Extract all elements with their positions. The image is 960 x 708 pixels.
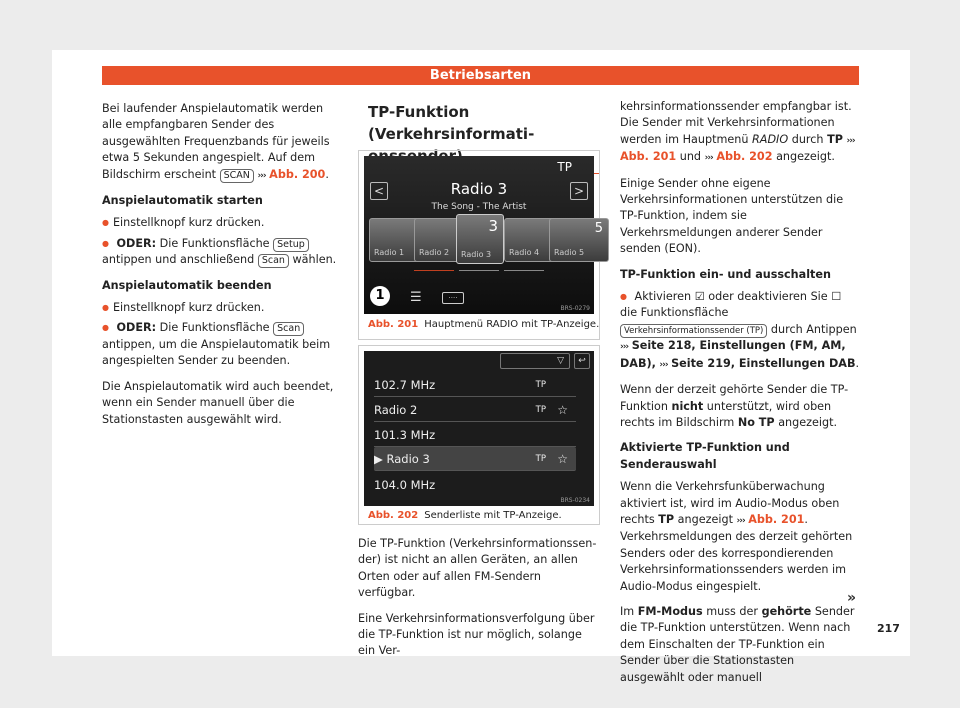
page-ref[interactable]: Seite 219, Einstellungen DAB — [671, 356, 856, 370]
tp-label: TP — [535, 454, 546, 464]
text: unterstützt, wird oben rechts im Bildschirm — [620, 399, 832, 429]
star-icon[interactable]: ☆ — [557, 403, 568, 417]
bullet-item — [102, 320, 337, 369]
figure-ref[interactable]: Abb. 202 — [716, 150, 773, 164]
bold-lead: ODER: — [116, 236, 157, 250]
text: Wenn die Verkehrsfunküberwachung aktiviert ist, wird im Audio-Modus oben rechts — [620, 480, 840, 526]
preset-label: Radio 2 — [419, 248, 450, 257]
text: antippen, um die Anspielautomatik beim angespielten Sender zu beenden. — [102, 337, 331, 368]
caption-text: Hauptmenü RADIO mit TP-Anzeige. — [424, 319, 600, 330]
text: Die Funktionsfläche — [159, 236, 270, 250]
caption-text: Senderliste mit TP-Anzeige. — [424, 510, 562, 521]
bullet-item — [102, 236, 337, 269]
italic-term: RADIO — [752, 132, 789, 146]
list-icon[interactable]: ☰ — [410, 290, 422, 305]
bold-lead: ODER: — [116, 321, 157, 335]
preset-number: 5 — [594, 221, 603, 236]
text: kehrsinformationssender empfangbar ist. Die Sender mit Verkehrsinformationen werden im Hauptmenü — [620, 100, 852, 146]
station-name: 101.3 MHz — [374, 428, 436, 442]
section-title: TP-Funktion (Verkehrsinformati — [368, 101, 600, 174]
preset-label: Radio 5 — [554, 248, 585, 257]
figure-202-caption — [368, 510, 562, 521]
paragraph — [620, 99, 860, 167]
ref-arrow: ››› — [736, 515, 745, 526]
paragraph — [620, 382, 860, 431]
figure-202-screen — [364, 351, 594, 506]
tile-underline — [459, 270, 499, 271]
bullet-item: ● Einstellknopf kurz drücken. — [102, 300, 337, 316]
subheading-start: Anspielautomatik starten — [102, 194, 263, 208]
subheading-end: Anspielautomatik beenden — [102, 278, 272, 292]
paragraph: Einige Sender ohne eigene Verkehrsinformationen unterstützen die TP-Funktion, indem sie Verkehrsmeldungen anderer Sender senden (EON). — [620, 176, 844, 256]
column-right — [620, 99, 860, 695]
preset-number: 3 — [488, 217, 498, 235]
subheading: Aktivierte TP-Funktion und Senderauswahl — [620, 441, 790, 471]
tp-symbol: TP — [658, 512, 675, 526]
text: antippen und anschließend — [102, 253, 255, 267]
text: Aktivieren — [634, 290, 692, 304]
preset-label: Radio 4 — [509, 248, 540, 257]
paragraph — [620, 604, 860, 686]
station-name: 104.0 MHz — [374, 478, 436, 492]
paragraph: Eine Verkehrsinformationsverfolgung über die TP-Funktion ist nur möglich, solange ein Ver- — [358, 611, 595, 658]
ref-arrow: ››› — [659, 359, 668, 370]
no-tp-symbol: No TP — [737, 415, 775, 429]
station-row[interactable] — [374, 473, 576, 497]
preset-tile[interactable] — [549, 218, 609, 262]
bold-word: nicht — [671, 399, 704, 413]
text: . Verkehrsmeldungen des derzeit gehörten Senders oder des korrespondierenden Verkehrsinformationssenders werden im Audio-Modus eingespielt. — [620, 512, 853, 593]
scan-softkey: Scan — [258, 254, 289, 268]
prev-station-button[interactable]: < — [370, 182, 388, 200]
ref-arrow: ››› — [257, 170, 266, 181]
figure-ref[interactable]: Abb. 201 — [748, 512, 805, 526]
station-row-active[interactable] — [374, 447, 576, 471]
subheading: TP-Funktion ein- und ausschalten — [620, 267, 831, 281]
paragraph: Bei laufender Anspielautomatik werden alle empfangbaren Sender des ausgewählten Frequenzbands für jeweils etwa 5 Sekunden angespielt. Auf dem Bildschirm erscheint SCAN ››› Abb. 200. — [102, 102, 330, 181]
next-station-button[interactable]: > — [570, 182, 588, 200]
station-name: ▶ Radio 3 — [374, 452, 430, 466]
station-row[interactable] — [374, 423, 576, 447]
setup-softkey: Setup — [273, 238, 309, 252]
section-header: Betriebsarten — [102, 66, 859, 85]
text: Die Funktionsfläche — [159, 321, 270, 335]
paragraph: Die TP-Funktion (Verkehrsinformationssender) ist nicht an allen Geräten, an allen Orten oder auf allen FM-Sendern verfügbar. — [358, 537, 597, 600]
callout-marker: 1 — [370, 286, 390, 306]
tp-label: TP — [535, 405, 546, 415]
station-name: Radio 3 — [450, 180, 508, 198]
continue-marker: » — [847, 590, 857, 606]
bullet-item: ● Aktivieren ☑ oder deaktivieren Sie ☐ die Funktionsfläche Verkehrsinformationssender (TP) durch Antippen ››› Seite 218, Einstellungen (FM, AM, DAB), ››› Seite 219, Einstellungen DAB. — [620, 289, 860, 373]
figure-201-screen — [364, 156, 603, 314]
figure-number: Abb. 202 — [368, 510, 419, 521]
image-code: BRS-0279 — [560, 305, 590, 312]
scan-softkey: SCAN — [220, 169, 254, 183]
page-ref[interactable]: Seite 218, Einstellungen (FM, AM, DAB), — [620, 339, 846, 370]
paragraph: Die Anspielautomatik wird auch beendet, wenn ein Sender manuell über die Stationstasten ausgewählt wird. — [102, 379, 334, 426]
bold-word: gehörte — [761, 604, 812, 618]
text: oder deaktivieren Sie — [708, 290, 828, 304]
song-info: The Song - The Artist — [431, 202, 527, 212]
tile-underline — [414, 270, 454, 271]
text: die Funktionsfläche — [620, 306, 729, 320]
paragraph — [620, 479, 860, 595]
page-number: 217 — [877, 622, 900, 635]
figure-number: Abb. 201 — [368, 319, 419, 330]
text: durch — [791, 132, 824, 146]
column-middle-text — [358, 536, 600, 669]
image-code: BRS-0234 — [560, 497, 590, 504]
text: Sender die TP-Funktion unterstützen. Wenn nach dem Einschalten der TP-Funktion ein Sender über die Stationstasten ausgewählt oder manuell — [620, 604, 855, 684]
station-row[interactable] — [374, 373, 576, 397]
bold-word: FM-Modus — [637, 604, 703, 618]
bullet-item: ● Einstellknopf kurz drücken. — [102, 215, 337, 231]
preset-label: Radio 1 — [374, 248, 405, 257]
station-row[interactable] — [374, 398, 576, 422]
dropdown-chevron-icon[interactable]: ▽ — [500, 353, 570, 369]
column-left — [102, 101, 337, 437]
text: durch Antippen — [770, 322, 857, 336]
text: Wenn der derzeit gehörte Sender die TP-Funktion — [620, 383, 849, 413]
tile-underline — [504, 270, 544, 271]
text: Bei laufender Anspielautomatik werden alle empfangbaren Sender des ausgewählten Frequenzbands für jeweils etwa 5 Sekunden angespielt. Auf dem Bildschirm erscheint — [102, 102, 330, 181]
preset-label: Radio 3 — [461, 250, 492, 259]
tp-indicator: TP — [557, 160, 572, 174]
station-name: Radio 2 — [374, 403, 418, 417]
scan-softkey: Scan — [273, 322, 304, 336]
keypad-icon[interactable]: ···· — [442, 292, 464, 304]
text: muss der — [706, 604, 758, 618]
checkbox-empty-icon: ☐ — [831, 290, 842, 304]
back-icon[interactable]: ↩ — [574, 353, 590, 369]
ref-arrow: ››› — [704, 153, 713, 164]
text: angezeigt — [677, 512, 733, 526]
checkbox-checked-icon: ☑ — [694, 290, 705, 304]
tp-label: TP — [535, 380, 546, 390]
station-name: 102.7 MHz — [374, 378, 436, 392]
figure-ref[interactable]: Abb. 201 — [620, 150, 677, 164]
star-icon[interactable]: ☆ — [557, 452, 568, 466]
text: Im — [620, 604, 635, 618]
tp-softkey: Verkehrsinformationssender (TP) — [620, 324, 767, 338]
preset-tile-active[interactable] — [456, 214, 504, 264]
figure-201-caption — [368, 319, 599, 330]
figure-ref[interactable]: Abb. 200 — [269, 167, 326, 181]
ref-arrow: ››› — [846, 135, 855, 146]
text: angezeigt. — [776, 150, 835, 164]
tp-symbol: TP — [827, 132, 843, 146]
text: angezeigt. — [778, 415, 838, 429]
ref-arrow: ››› — [620, 342, 629, 353]
text: wählen. — [292, 253, 337, 267]
text: und — [679, 150, 702, 164]
